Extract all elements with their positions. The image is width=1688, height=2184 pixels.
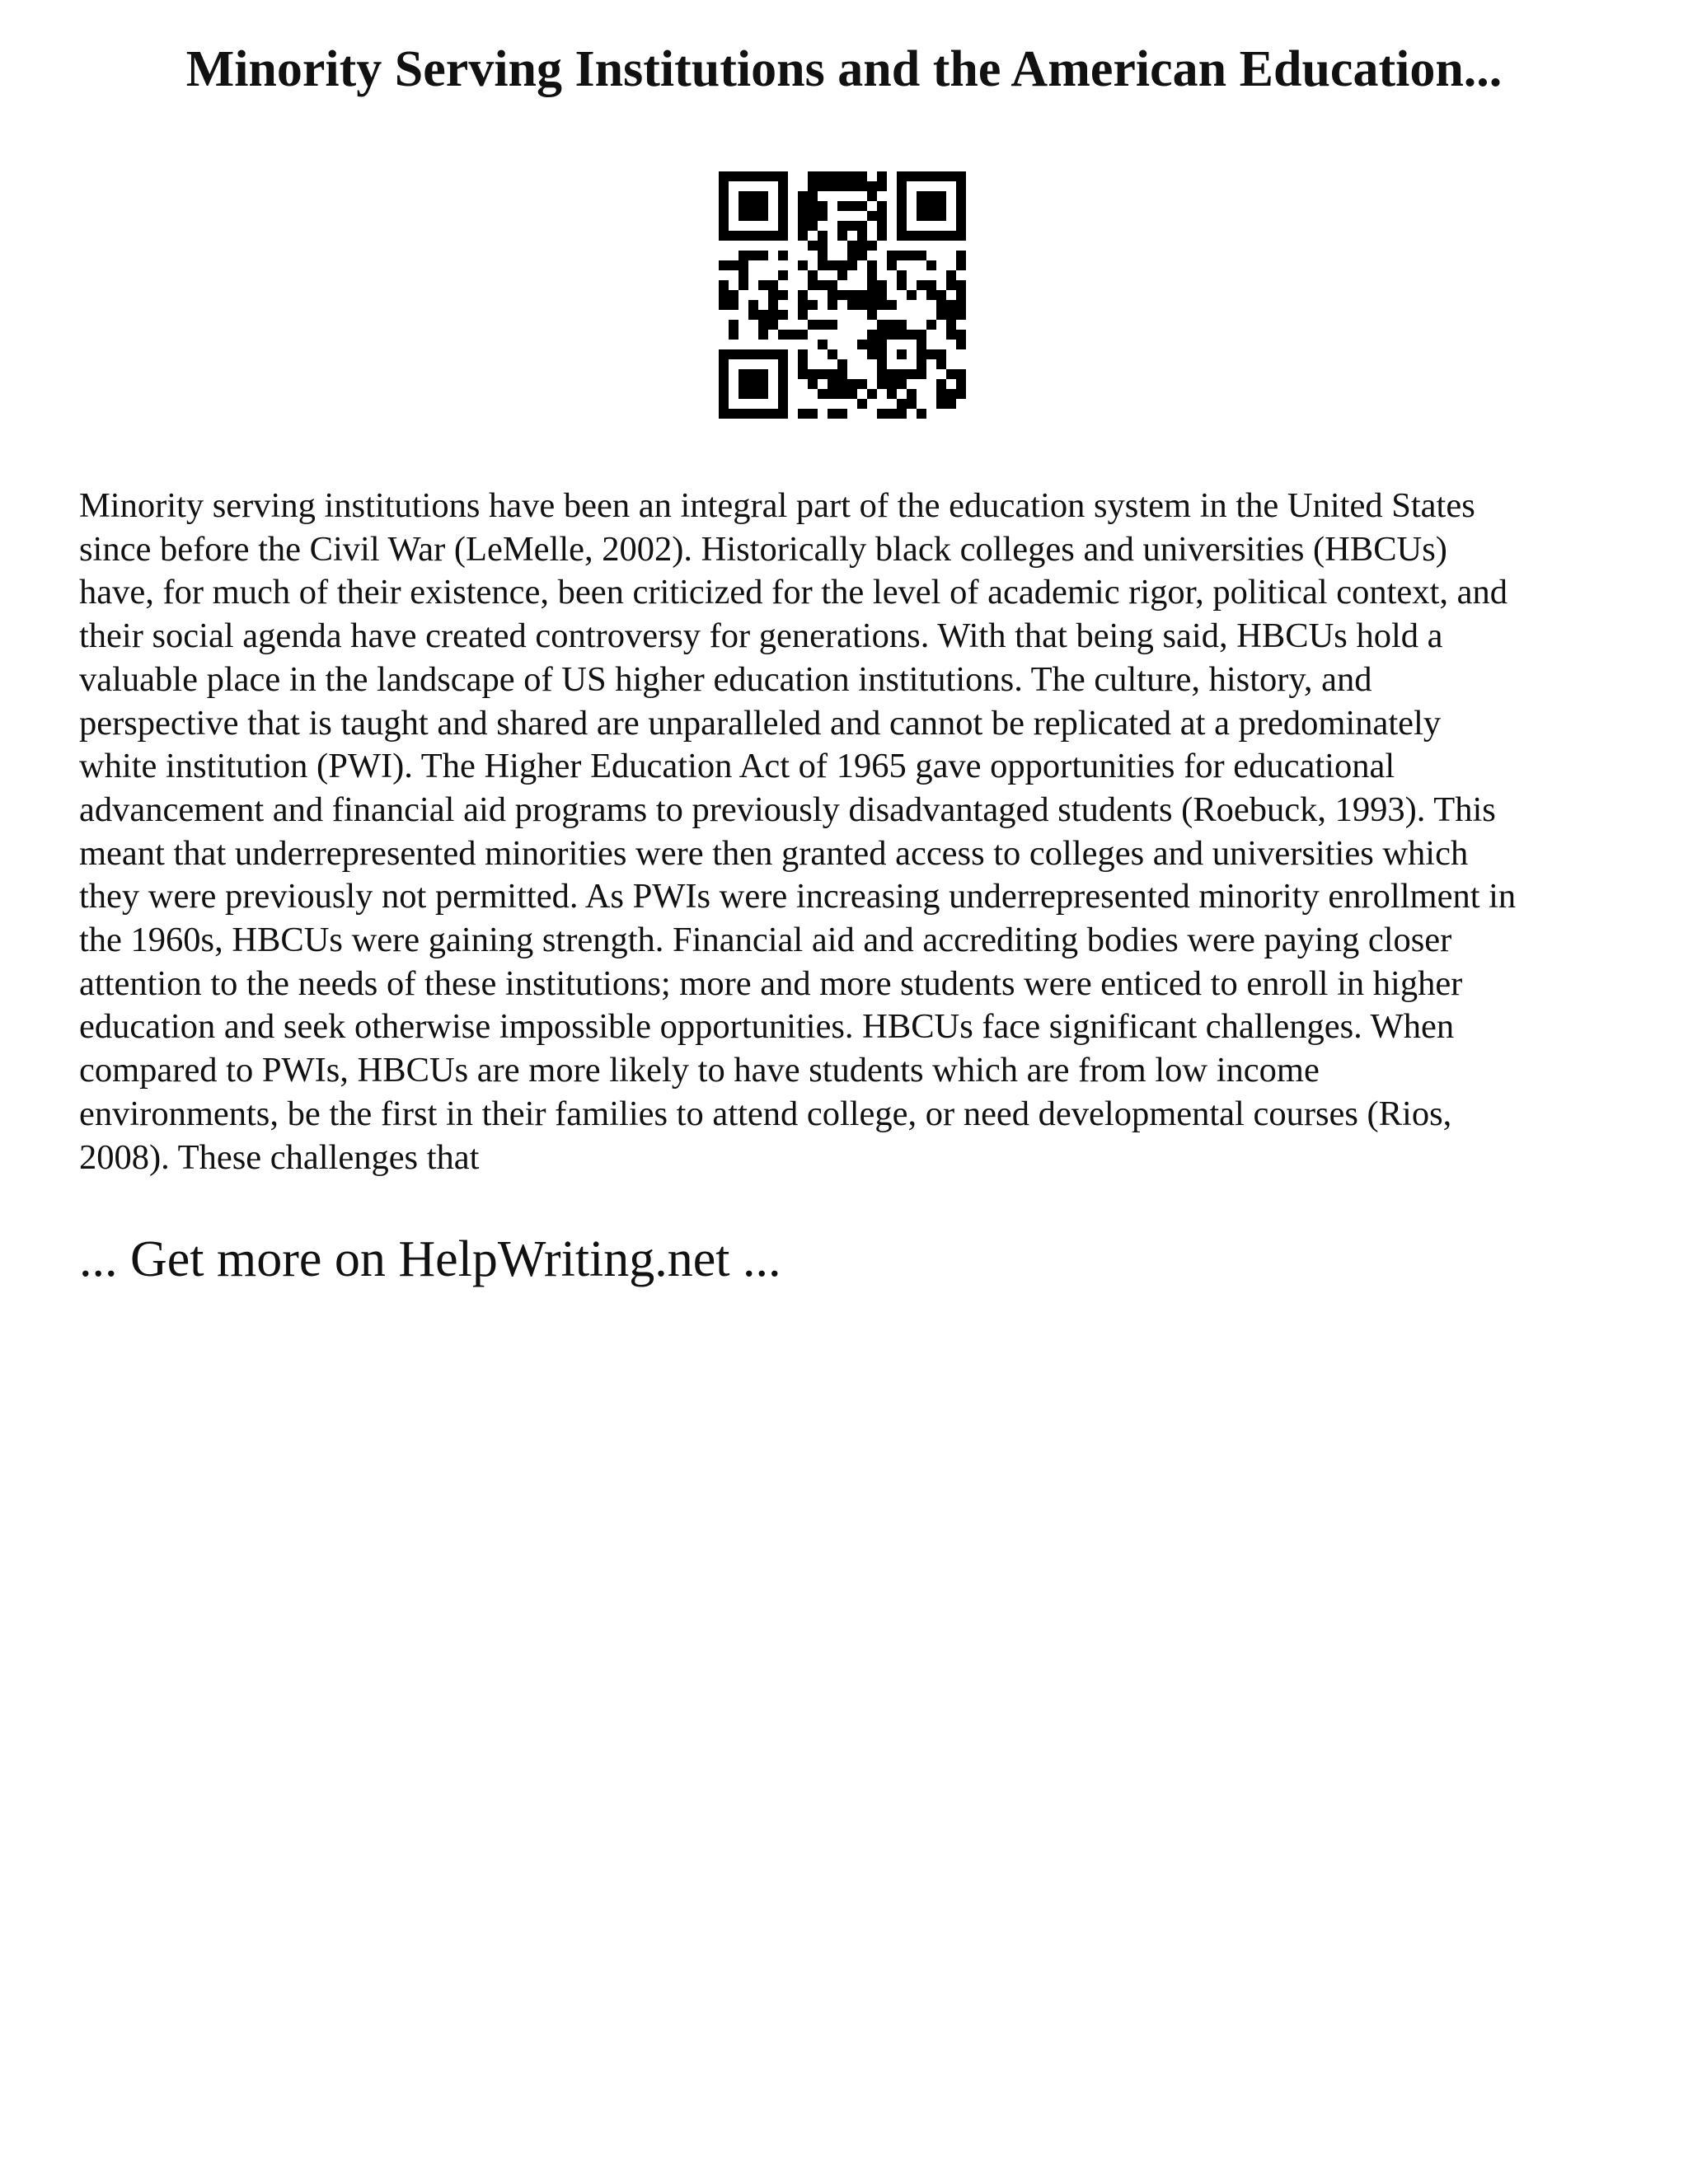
article-line: advancement and financial aid programs to previously disadvantaged students (Roebuck, 1993). This bbox=[79, 790, 1496, 829]
article-line: they were previously not permitted. As PWIs were increasing underrepresented minority enrollment in bbox=[79, 877, 1517, 916]
article-line: perspective that is taught and shared are unparalleled and cannot be replicated at a predominately bbox=[79, 703, 1442, 743]
article-line: compared to PWIs, HBCUs are more likely to have students which are from low income bbox=[79, 1051, 1320, 1090]
article-line: environments, be the first in their families to attend college, or need developmental courses (Rios, bbox=[79, 1094, 1452, 1133]
article-line: their social agenda have created controversy for generations. With that being said, HBCUs hold a bbox=[79, 616, 1443, 656]
article-line: white institution (PWI). The Higher Education Act of 1965 gave opportunities for educational bbox=[79, 747, 1395, 786]
more-link[interactable]: ... Get more on HelpWriting.net ... bbox=[79, 1231, 781, 1287]
document-title: Minority Serving Institutions and the American Education... bbox=[185, 41, 1503, 97]
article-line: have, for much of their existence, been criticized for the level of academic rigor, political context, and bbox=[79, 573, 1507, 612]
article-line: education and seek otherwise impossible opportunities. HBCUs face significant challenges. When bbox=[79, 1007, 1455, 1047]
article-line: valuable place in the landscape of US higher education institutions. The culture, history, and bbox=[79, 659, 1372, 699]
article-line: 2008). These challenges that bbox=[79, 1137, 480, 1177]
article-line: attention to the needs of these institutions; more and more students were enticed to enroll in higher bbox=[79, 963, 1463, 1003]
qr-code-icon[interactable] bbox=[719, 171, 966, 419]
article-line: the 1960s, HBCUs were gaining strength. Financial aid and accrediting bodies were paying closer bbox=[79, 921, 1452, 960]
article-line: meant that underrepresented minorities were then granted access to colleges and universities which bbox=[79, 833, 1469, 873]
article-line: since before the Civil War (LeMelle, 2002). Historically black colleges and universities (HBCUs) bbox=[79, 529, 1447, 569]
article-line: Minority serving institutions have been an integral part of the education system in the United States bbox=[79, 486, 1475, 525]
article-body bbox=[79, 485, 1620, 1179]
